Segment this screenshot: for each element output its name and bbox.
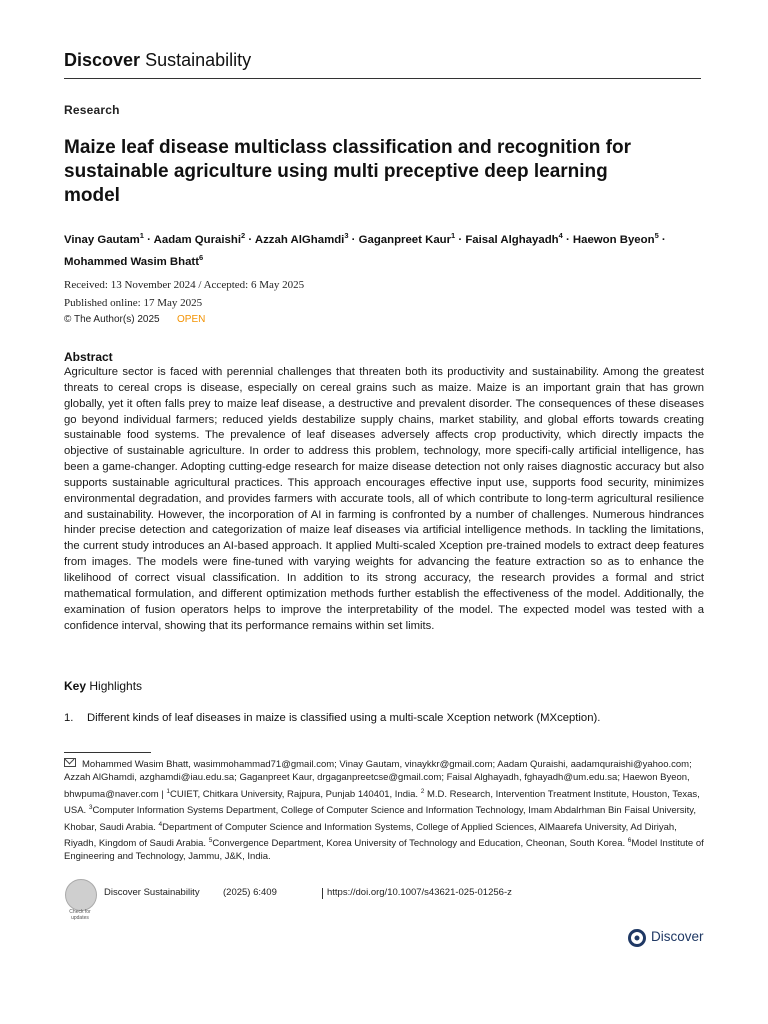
author-name: Azzah AlGhamdi (254, 233, 345, 246)
author-affiliation-mark: 4 (558, 231, 563, 240)
doi-link[interactable]: https://doi.org/10.1007/s43621-025-01256-z (327, 887, 512, 898)
author-name: Haewon Byeon (572, 233, 655, 246)
footnote-text: Computer Information Systems Department, College of Computer Science and Information Technology, Imam Abdalrhman Bin Faisal University, Khobar, Saudi Arabia. (64, 805, 696, 833)
key-highlights-heading: Key Highlights (64, 679, 143, 693)
author-affiliations-footnote (64, 758, 704, 864)
author-list: Vinay Gautam$^1$ · Aadam Quraishi$^2$ · Azzah AlGhamdi$^3$ · Gaganpreet Kaur$^1$ · Faisal Alghayadh$^4$ · Haewon Byeon$^5$ · Mohammed Wasim Bhatt$^6$ (64, 231, 666, 268)
footnote-text: Model Institute of Engineering and Technology, Jammu, J&K, India. (64, 838, 704, 863)
open-access-badge: OPEN (177, 314, 206, 325)
footnote-text: M.D. Research, Intervention Treatment Institute, Houston, Texas, USA. (64, 788, 700, 817)
discover-logo-text: Discover (651, 929, 704, 944)
footnote-rule (64, 752, 151, 753)
affiliation-number: 3 (88, 804, 93, 812)
discover-logo-icon (627, 928, 647, 948)
published-date: Published online: 17 May 2025 (64, 297, 203, 309)
copyright-notice: © The Author(s) 2025 (64, 314, 160, 325)
footer-divider (322, 888, 323, 899)
author-affiliation-mark: 6 (199, 252, 204, 262)
author-affiliation-mark: 1 (139, 231, 144, 240)
footer-journal: Discover Sustainability (104, 887, 200, 898)
author-affiliation-mark: 2 (241, 231, 246, 240)
affiliation-number: 6 (627, 836, 632, 844)
article-title: Maize leaf disease multiclass classification and recognition for sustainable agriculture using multi preceptive deep learning model (64, 137, 632, 206)
author-name: Faisal Alghayadh (465, 233, 559, 246)
affiliation-number: 5 (208, 836, 213, 844)
envelope-icon (64, 758, 76, 767)
check-for-updates-icon[interactable] (65, 879, 97, 911)
affiliation-number: 2 (420, 787, 425, 795)
footnote-text: CUIET, Chitkara University, Rajpura, Punjab 140401, India. (170, 788, 421, 800)
check-for-updates-label: Check for updates (69, 909, 91, 921)
footnote-text: Mohammed Wasim Bhatt, wasimmohammad71@gmail.com; Vinay Gautam, vinaykkr@gmail.com; Aadam Quraishi, aadamquraishi@yahoo.com; Azzah AlGhamdi, azghamdi@iau.edu.sa; Gaganpreet Kaur, drgaganpreetcse@gmail.com; Faisal Alghayadh, fghayadh@um.edu.sa; Haewon Byeon, bhwpuma@naver.com | (64, 759, 692, 800)
section-label: Research (64, 103, 120, 117)
highlight-text: Different kinds of leaf diseases in maize is classified using a multi-scale Xception network (MXception). (87, 712, 601, 724)
received-accepted-date: Received: 13 November 2024 / Accepted: 6 May 2025 (64, 279, 305, 291)
highlight-number: 1. (64, 712, 74, 724)
author-name: Aadam Quraishi (153, 233, 241, 246)
author-affiliation-mark: 3 (344, 231, 349, 240)
affiliation-number: 1 (166, 787, 171, 795)
author-name: Gaganpreet Kaur (358, 233, 452, 246)
footnote-text: Department of Computer Science and Information Systems, College of Applied Sciences, AlMaarefa University, Ad Diriyah, Riyadh, Kingdom of Saudi Arabia. (64, 821, 677, 850)
footnote-text: Convergence Department, Korea University of Technology and Education, Cheonan, South Korea. (212, 838, 628, 850)
author-name: Vinay Gautam (64, 233, 140, 246)
footer-volume: (2025) 6:409 (223, 887, 277, 898)
abstract-heading: Abstract (64, 350, 113, 364)
author-affiliation-mark: 5 (654, 231, 659, 240)
author-name: Mohammed Wasim Bhatt (64, 255, 200, 268)
author-affiliation-mark: 1 (451, 231, 456, 240)
journal-name: Discover Sustainability (64, 50, 252, 70)
header-rule (64, 78, 701, 79)
abstract-text: Agriculture sector is faced with perennial challenges that threaten both its productivity and sustainability. Among the greatest threats to cereal crops is disease, especially on cereal grains such as maize. Maize is an important grain that has grown globally, yet it often falls prey to maize leaf disease, a destructive and prevalent disorder. The consequences of these diseases go beyond individual farmers; reduced yields destabilize supply chains, market stability, and global efforts towards creating sustainable food systems. The prevalence of leaf diseases adversely affects crop productivity, which directly impacts the objective of sustainable agriculture. In order to address this problem, technology, more specifi-cally artificial intelligence, has been a game-changer. Adopting cutting-edge research for maize disease detection not only raises diagnostic accuracy but also supports sustainable agricultural practices. This approach encourages effective input use, supports food security, minimizes environmental degradation, and provides farmers with accurate tools, all of which contribute to long-term agricultural resilience and sustainability. However, the incorporation of AI in farming is confronted by a number of challenges. Numerous hindrances hinder precise detection and categorization of maize leaf diseases via artificial intelligence methods. In tackling the limitations, the current study introduces an AI-based approach. It applied Multi-scaled Xception pre-trained models to extract deep features from images. The models were fine-tuned with varying weights for advancing the feature extraction so as to enhance the likelihood of correct visual classification. In addition to its strong accuracy, the research provides a formal and strict mathematical formulation, and different optimization methods further establish the effectiveness of the model. Additionally, the examination of fusion operators helps to improve the interpretability of the model. The expected model was tested with a confidence interval, showing that its performance remains within set limits. (64, 366, 704, 632)
highlight-item (64, 712, 600, 724)
affiliation-number: 4 (158, 820, 163, 828)
